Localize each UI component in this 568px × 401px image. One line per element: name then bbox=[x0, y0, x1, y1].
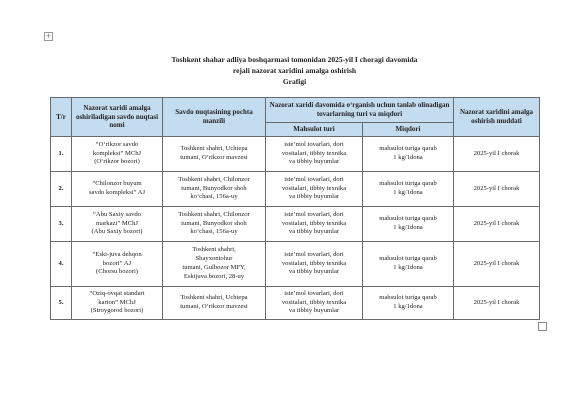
cell-quantity-line: mahsulot turiga qarab bbox=[379, 145, 437, 153]
cell-address bbox=[163, 137, 266, 172]
cell-place-line: “Eski-juva dehqon bbox=[92, 250, 142, 258]
cell-goods-type-line: va tibbiy buyumlar bbox=[288, 307, 340, 315]
cell-place-line: bozori” AJ bbox=[102, 259, 132, 267]
row-number: 4. bbox=[51, 242, 72, 287]
cell-goods-type-line: vositalari, tibbiy texnika bbox=[281, 219, 347, 227]
cell-goods-type-line: va tibbiy buyumlar bbox=[288, 158, 340, 166]
cell-place-line: (Abu Saxiy bozori) bbox=[91, 228, 143, 236]
cell-goods-type-line: iste’mol tovarlari, dori bbox=[284, 210, 344, 218]
cell-period: 2025-yil I chorak bbox=[454, 137, 540, 172]
cell-quantity bbox=[363, 137, 454, 172]
cell-place-line: (O‘rikzor bozori) bbox=[94, 158, 140, 166]
cell-address bbox=[163, 207, 266, 242]
cell-goods-type bbox=[266, 207, 363, 242]
header-quantity: Miqdori bbox=[363, 123, 454, 137]
header-period: Nazorat xaridini amalga oshirish muddati bbox=[454, 98, 540, 137]
table-row bbox=[51, 242, 540, 287]
row-number: 3. bbox=[51, 207, 72, 242]
cell-address-line: tumani, O‘rikzor mavzesi bbox=[180, 303, 248, 310]
cell-quantity bbox=[363, 207, 454, 242]
cell-place-line: “Oziq-ovqat standart bbox=[89, 289, 145, 297]
cell-quantity bbox=[363, 172, 454, 207]
cell-quantity-line: 1 kg/1dona bbox=[393, 154, 423, 161]
cell-address-line: tumani, Bunyodkor shoh bbox=[181, 219, 247, 227]
header-goods-group: Nazorat xaridi davomida o‘rganish uchun tanlab olinadigan tovarlarning turi va miqdori bbox=[266, 98, 454, 123]
cell-place bbox=[72, 137, 163, 172]
cell-place-line: “Chilonzor buyum bbox=[92, 180, 142, 188]
cell-quantity-line: mahsulot turiga qarab bbox=[379, 180, 437, 188]
cell-quantity bbox=[363, 242, 454, 287]
cell-period: 2025-yil I chorak bbox=[454, 207, 540, 242]
cell-place-line: “Abu Saxiy savdo bbox=[93, 210, 141, 218]
header-address: Savdo nuqtasining pochta manzili bbox=[163, 98, 266, 137]
cell-address-line: Toshkent shahri, bbox=[192, 246, 236, 254]
title-line-2: rejali nazorat xaridini amalga oshirish bbox=[232, 66, 357, 75]
cell-place-line: kompleksi” MChJ bbox=[92, 149, 142, 157]
table-row bbox=[51, 137, 540, 172]
cell-goods-type bbox=[266, 172, 363, 207]
cell-quantity-line: 1 kg/1dona bbox=[393, 264, 423, 271]
cell-goods-type-line: va tibbiy buyumlar bbox=[288, 268, 340, 276]
header-goods-type: Mahsulot turi bbox=[266, 123, 363, 137]
table-move-handle-icon[interactable]: + bbox=[45, 32, 52, 40]
cell-period: 2025-yil I chorak bbox=[454, 242, 540, 287]
cell-place-line: markazi” MChJ bbox=[96, 219, 138, 227]
cell-goods-type bbox=[266, 242, 363, 287]
cell-place bbox=[72, 287, 163, 320]
cell-goods-type bbox=[266, 137, 363, 172]
cell-goods-type-line: iste’mol tovarlari, dori bbox=[284, 250, 344, 258]
cell-address-line: Shayxontohur bbox=[195, 255, 233, 263]
cell-goods-type-line: iste’mol tovarlari, dori bbox=[284, 140, 344, 148]
cell-goods-type-line: iste’mol tovarlari, dori bbox=[284, 175, 344, 183]
cell-place-line: karton” MChJ bbox=[98, 298, 136, 306]
cell-goods-type-line: va tibbiy buyumlar bbox=[288, 228, 340, 236]
cell-goods-type-line: va tibbiy buyumlar bbox=[288, 193, 340, 201]
header-num: T/r bbox=[51, 98, 72, 137]
cell-quantity-line: 1 kg/1dona bbox=[393, 303, 423, 310]
row-number: 1. bbox=[51, 137, 72, 172]
cell-address-line: Toshkent shahri, Chilonzor bbox=[178, 210, 250, 218]
cell-address-line: Toshkent shahri, Uchtepa bbox=[180, 145, 248, 153]
cell-place bbox=[72, 172, 163, 207]
document-title bbox=[50, 54, 539, 87]
cell-place bbox=[72, 207, 163, 242]
cell-goods-type-line: vositalari, tibbiy texnika bbox=[281, 259, 347, 267]
cell-address-line: Eskijuva bozori, 28-uy bbox=[183, 272, 245, 280]
table-row bbox=[51, 287, 540, 320]
cell-address-line: Toshkent shahri, Chilonzor bbox=[178, 175, 250, 183]
cell-goods-type bbox=[266, 287, 363, 320]
table-resize-handle[interactable] bbox=[538, 322, 547, 331]
cell-quantity bbox=[363, 287, 454, 320]
cell-place-line: “O‘rikzor savdo bbox=[95, 140, 139, 148]
cell-quantity-line: mahsulot turiga qarab bbox=[379, 215, 437, 223]
title-line-3: Grafigi bbox=[282, 77, 307, 86]
header-place: Nazorat xaridi amalga oshiriladigan savdo nuqtasi nomi bbox=[72, 98, 163, 137]
cell-quantity-line: mahsulot turiga qarab bbox=[379, 294, 437, 302]
schedule-table bbox=[50, 97, 540, 320]
cell-address-line: Toshkent shahri, Uchtepa bbox=[180, 294, 248, 302]
cell-place-line: savdo kompleksi” AJ bbox=[88, 189, 146, 196]
cell-place-line: (Chorsu bozori) bbox=[96, 268, 138, 276]
cell-address bbox=[163, 242, 266, 287]
title-line-1: Toshkent shahar adliya boshqarmasi tomonidan 2025-yil I choragi davomida bbox=[171, 55, 418, 64]
cell-address bbox=[163, 172, 266, 207]
cell-address-line: tumani, Bunyodkor shoh bbox=[181, 184, 247, 192]
cell-place-line: (Stroygorod bozori) bbox=[90, 307, 144, 315]
cell-address-line: tumani, Gulbozor MFY, bbox=[182, 264, 246, 271]
cell-goods-type-line: vositalari, tibbiy texnika bbox=[281, 149, 347, 157]
cell-address-line: ko‘chasi, 156a-uy bbox=[190, 228, 238, 236]
row-number: 5. bbox=[51, 287, 72, 320]
cell-period: 2025-yil I chorak bbox=[454, 287, 540, 320]
cell-goods-type-line: vositalari, tibbiy texnika bbox=[281, 184, 347, 192]
cell-address-line: tumani, O‘rikzor mavzesi bbox=[180, 154, 248, 161]
cell-quantity-line: mahsulot turiga qarab bbox=[379, 255, 437, 263]
table-row bbox=[51, 172, 540, 207]
row-number: 2. bbox=[51, 172, 72, 207]
table-row bbox=[51, 207, 540, 242]
cell-quantity-line: 1 kg/1dona bbox=[393, 189, 423, 196]
cell-period: 2025-yil I chorak bbox=[454, 172, 540, 207]
cell-address-line: ko‘chasi, 156a-uy bbox=[190, 193, 238, 201]
cell-address bbox=[163, 287, 266, 320]
cell-place bbox=[72, 242, 163, 287]
cell-goods-type-line: vositalari, tibbiy texnika bbox=[281, 298, 347, 306]
cell-quantity-line: 1 kg/1dona bbox=[393, 224, 423, 231]
cell-goods-type-line: iste’mol tovarlari, dori bbox=[284, 289, 344, 297]
